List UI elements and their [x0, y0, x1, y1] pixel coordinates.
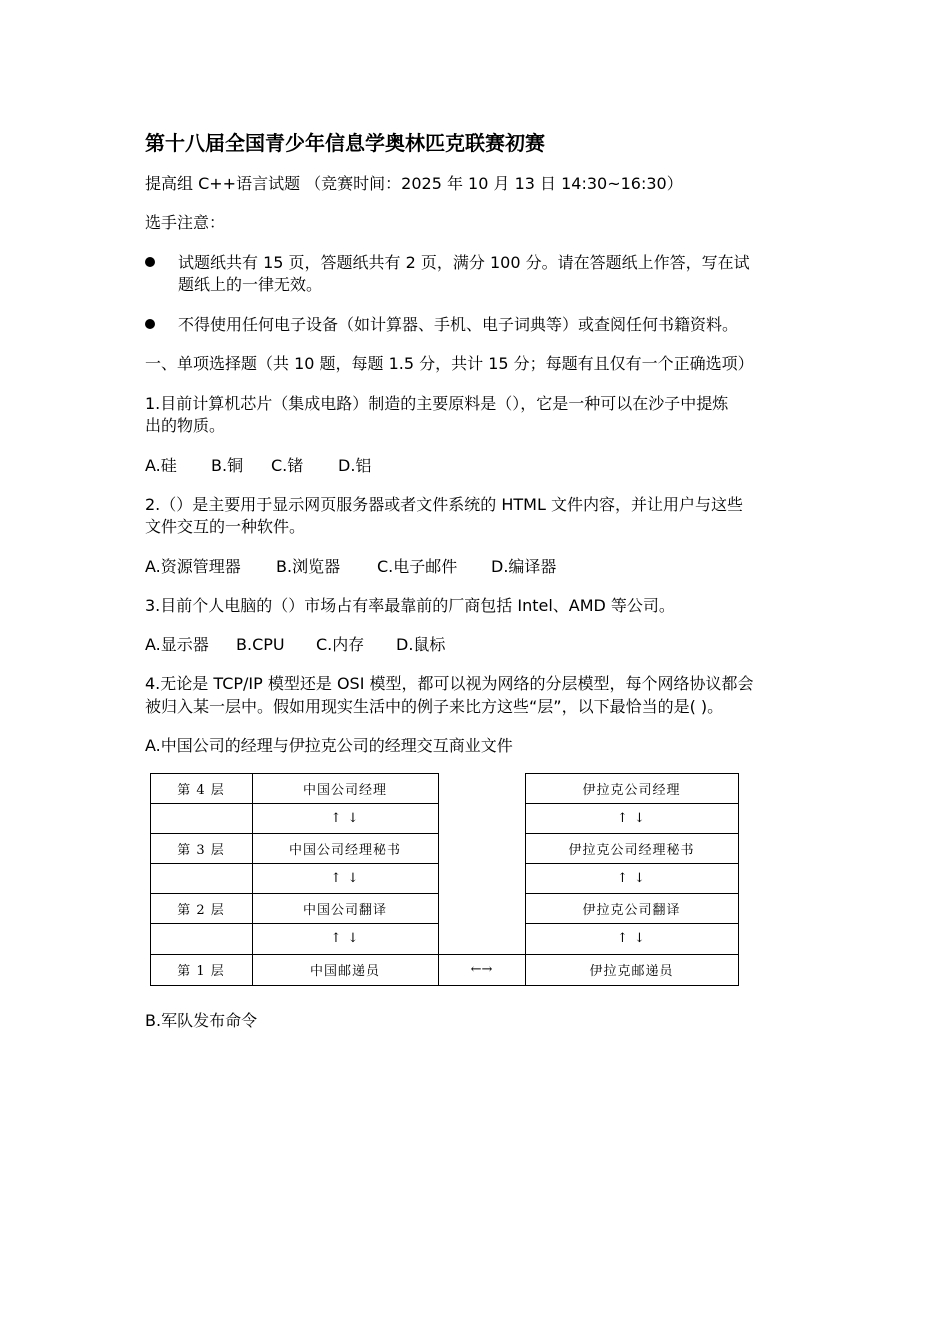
question-1-line-1: 1.目前计算机芯片（集成电路）制造的主要原料是（），它是一种可以在沙子中提炼	[145, 394, 729, 413]
question-1-options	[145, 455, 371, 477]
question-1-line-2: 出的物质。	[145, 416, 226, 435]
right-party-cell: 伊拉克邮递员	[589, 964, 674, 979]
exam-title: 第十八届全国青少年信息学奥林匹克联赛初赛	[145, 131, 545, 155]
notice-1-line-2: 题纸上的一律无效。	[178, 275, 323, 294]
left-party-cell: 中国公司翻译	[302, 903, 387, 918]
grid-line	[150, 985, 739, 986]
option-c: C.内存	[316, 635, 365, 654]
question-4-line-2: 被归入某一层中。假如用现实生活中的例子来比方这些“层”，以下最恰当的是( )。	[145, 697, 724, 716]
bullet-icon	[145, 319, 155, 329]
question-4-option-a: A.中国公司的经理与伊拉克公司的经理交互商业文件	[145, 736, 513, 755]
option-a: A.资源管理器	[145, 557, 241, 576]
question-2-line-1: 2.（）是主要用于显示网页服务器或者文件系统的 HTML 文件内容，并让用户与这些	[145, 495, 743, 514]
layer-label: 第 3 层	[177, 843, 225, 858]
left-party-cell: 中国邮递员	[309, 964, 380, 979]
option-a: A.显示器	[145, 635, 209, 654]
right-party-cell: 伊拉克公司经理	[582, 783, 681, 798]
option-d: D.铝	[338, 456, 372, 475]
option-c: C.电子邮件	[377, 557, 458, 576]
up-down-arrow-icon: ↑ ↓	[330, 931, 360, 946]
question-4-option-b: B.军队发布命令	[145, 1011, 258, 1030]
option-c: C.锗	[271, 456, 304, 475]
bullet-icon	[145, 257, 155, 267]
up-down-arrow-icon: ↑ ↓	[330, 871, 360, 886]
grid-line	[738, 773, 739, 985]
left-right-arrow-icon: ←→	[470, 962, 493, 977]
layer-label	[150, 863, 252, 894]
question-3-options	[145, 634, 445, 656]
question-2-line-2: 文件交互的一种软件。	[145, 517, 306, 536]
notice-1-line-1: 试题纸共有 15 页，答题纸共有 2 页，满分 100 分。请在答题纸上作答，写在试	[178, 253, 750, 272]
question-3-line-1: 3.目前个人电脑的（）市场占有率最靠前的厂商包括 Intel、AMD 等公司。	[145, 596, 675, 615]
section-1-heading: 一、单项选择题（共 10 题，每题 1.5 分，共计 15 分；每题有且仅有一个正确选项）	[145, 354, 754, 373]
option-a: A.硅	[145, 456, 177, 475]
notice-2-line-1: 不得使用任何电子设备（如计算器、手机、电子词典等）或查阅任何书籍资料。	[178, 315, 739, 334]
left-party-cell: 中国公司经理	[302, 783, 387, 798]
layer-label: 第 4 层	[177, 783, 225, 798]
option-b: B.浏览器	[276, 557, 341, 576]
notice-heading: 选手注意：	[145, 213, 226, 232]
option-b: B.铜	[211, 456, 244, 475]
option-d: D.鼠标	[396, 635, 446, 654]
left-party-cell: 中国公司经理秘书	[288, 843, 401, 858]
layer-label	[150, 923, 252, 954]
up-down-arrow-icon: ↑ ↓	[617, 811, 646, 826]
right-party-cell: 伊拉克公司经理秘书	[568, 843, 695, 858]
option-b: B.CPU	[236, 635, 285, 654]
layer-model-figure	[150, 773, 739, 986]
question-4-line-1: 4.无论是 TCP/IP 模型还是 OSI 模型，都可以视为网络的分层模型，每个网络协议都会	[145, 674, 754, 693]
up-down-arrow-icon: ↑ ↓	[617, 871, 646, 886]
question-2-options	[145, 556, 556, 578]
layer-label: 第 1 层	[177, 964, 225, 979]
up-down-arrow-icon: ↑ ↓	[330, 811, 360, 826]
up-down-arrow-icon: ↑ ↓	[617, 931, 646, 946]
right-party-cell: 伊拉克公司翻译	[582, 903, 681, 918]
exam-subtitle: 提高组 C++语言试题 （竞赛时间：2025 年 10 月 13 日 14:30~16:30）	[145, 174, 683, 193]
layer-label: 第 2 层	[177, 903, 225, 918]
option-d: D.编译器	[491, 557, 557, 576]
layer-label	[150, 803, 252, 834]
